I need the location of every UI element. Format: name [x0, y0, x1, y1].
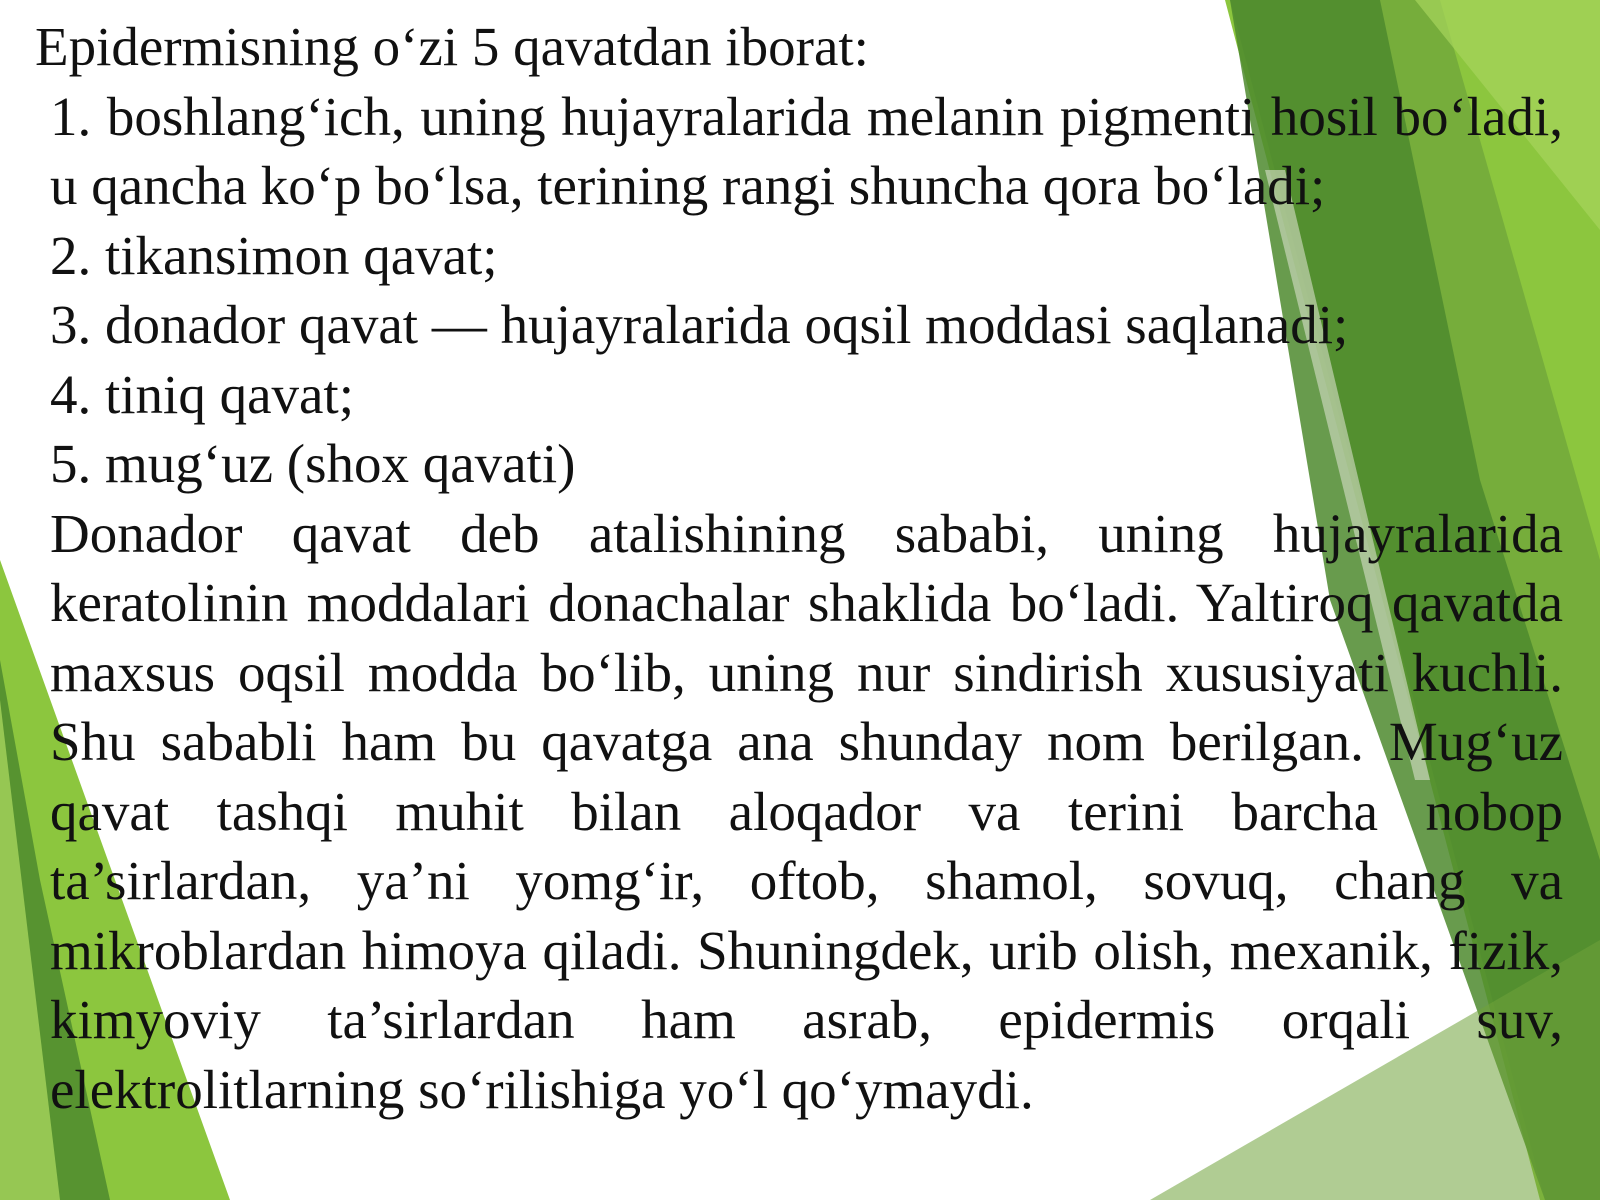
layer-item-4: 4. tiniq qavat;	[50, 363, 354, 425]
layer-item-2: 2. tikansimon qavat;	[50, 224, 498, 286]
slide-heading: Epidermisning o‘zi 5 qavatdan iborat:	[35, 16, 869, 77]
layer-item-5: 5. mug‘uz (shox qavati)	[50, 433, 576, 494]
layer-item-1: 1. boshlang‘ich, uning hujayralarida melanin pigmenti hosil bo‘ladi, u qancha ko‘p bo‘lsa, terining rangi shuncha qora bo‘ladi;	[50, 85, 1563, 216]
description-paragraph: Donador qavat deb atalishining sababi, uning hujayralarida keratolinin moddalari donachalar shaklida bo‘ladi. Yaltiroq qavatda maxsus oqsil modda bo‘lib, uning nur sindirish xususiyati kuchli. Shu sababli ham bu qavatga ana shunday nom berilgan. Mug‘uz qavat tashqi muhit bilan aloqador va terini barcha nobop ta’sirlardan, ya’ni yomg‘ir, oftob, shamol, sovuq, chang va mikroblardan himoya qiladi. Shuningdek, urib olish, mexanik, fizik, kimyoviy ta’sirlardan ham asrab, epidermis orqali suv, elektrolitlarning so‘rilishiga yo‘l qo‘ymaydi.	[50, 502, 1563, 1120]
slide-text	[35, 12, 1563, 1124]
layer-item-3: 3. donador qavat — hujayralarida oqsil moddasi saqlanadi;	[50, 294, 1349, 355]
